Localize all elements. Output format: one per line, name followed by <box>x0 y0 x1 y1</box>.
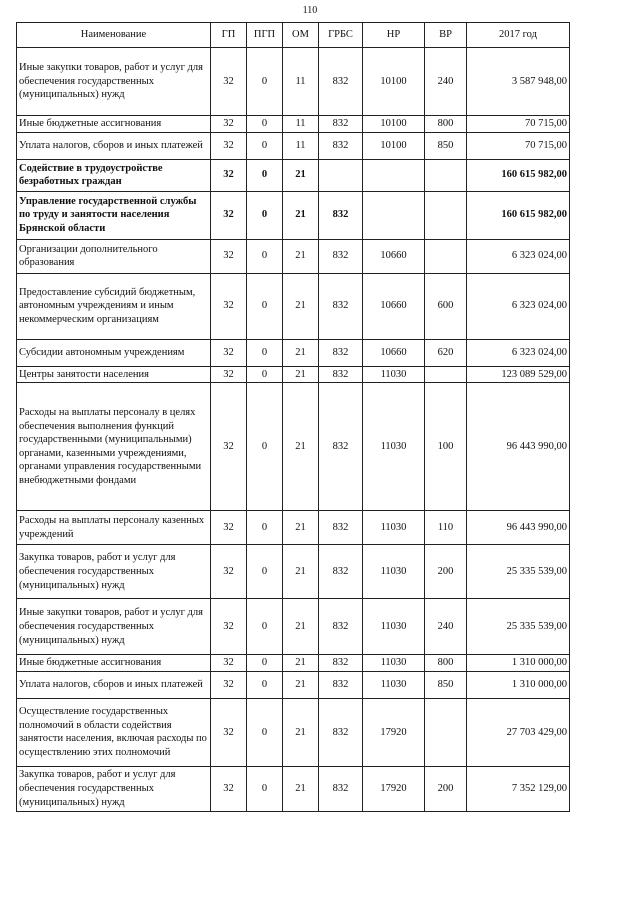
row-vr: 110 <box>425 511 467 545</box>
row-name: Осуществление государственных полномочий в области содействия занятости населения, включая расходы по осуществлению этих полномочий <box>17 698 211 766</box>
header-vr: ВР <box>425 23 467 48</box>
table-row <box>17 655 570 672</box>
header-name: Наименование <box>17 23 211 48</box>
row-om: 21 <box>283 511 319 545</box>
row-nr <box>363 191 425 239</box>
row-om: 21 <box>283 339 319 366</box>
row-gp: 32 <box>211 132 247 159</box>
row-nr: 17920 <box>363 766 425 811</box>
row-nr: 11030 <box>363 545 425 599</box>
row-sum: 6 323 024,00 <box>467 339 570 366</box>
table-row <box>17 132 570 159</box>
row-nr: 17920 <box>363 698 425 766</box>
row-vr: 620 <box>425 339 467 366</box>
row-sum: 3 587 948,00 <box>467 48 570 116</box>
row-sum: 6 323 024,00 <box>467 273 570 339</box>
row-gp: 32 <box>211 698 247 766</box>
row-vr: 240 <box>425 48 467 116</box>
row-name: Уплата налогов, сборов и иных платежей <box>17 671 211 698</box>
row-pgp: 0 <box>247 339 283 366</box>
row-nr: 10100 <box>363 48 425 116</box>
row-sum: 70 715,00 <box>467 132 570 159</box>
row-gp: 32 <box>211 383 247 511</box>
row-om: 21 <box>283 383 319 511</box>
row-pgp: 0 <box>247 655 283 672</box>
row-pgp: 0 <box>247 599 283 655</box>
row-nr: 11030 <box>363 655 425 672</box>
row-grbs: 832 <box>319 698 363 766</box>
row-name: Иные закупки товаров, работ и услуг для обеспечения государственных (муниципальных) нужд <box>17 599 211 655</box>
row-grbs: 832 <box>319 545 363 599</box>
header-om: ОМ <box>283 23 319 48</box>
row-nr: 11030 <box>363 599 425 655</box>
row-sum: 96 443 990,00 <box>467 511 570 545</box>
table-row <box>17 239 570 273</box>
table-row <box>17 545 570 599</box>
header-year: 2017 год <box>467 23 570 48</box>
row-nr <box>363 159 425 191</box>
row-vr: 240 <box>425 599 467 655</box>
row-nr: 10100 <box>363 132 425 159</box>
row-vr: 850 <box>425 132 467 159</box>
row-grbs: 832 <box>319 511 363 545</box>
row-vr: 200 <box>425 766 467 811</box>
row-name: Организации дополнительного образования <box>17 239 211 273</box>
row-pgp: 0 <box>247 273 283 339</box>
row-grbs: 832 <box>319 239 363 273</box>
row-pgp: 0 <box>247 159 283 191</box>
row-sum: 7 352 129,00 <box>467 766 570 811</box>
row-gp: 32 <box>211 48 247 116</box>
row-name: Расходы на выплаты персоналу казенных учреждений <box>17 511 211 545</box>
row-pgp: 0 <box>247 766 283 811</box>
row-vr: 850 <box>425 671 467 698</box>
row-grbs: 832 <box>319 339 363 366</box>
row-grbs: 832 <box>319 273 363 339</box>
row-name: Содействие в трудоустройстве безработных граждан <box>17 159 211 191</box>
row-grbs: 832 <box>319 48 363 116</box>
row-name: Управление государственной службы по труду и занятости населения Брянской области <box>17 191 211 239</box>
budget-table <box>16 22 570 812</box>
row-vr: 100 <box>425 383 467 511</box>
header-grbs: ГРБС <box>319 23 363 48</box>
row-pgp: 0 <box>247 48 283 116</box>
row-grbs <box>319 159 363 191</box>
row-om: 21 <box>283 671 319 698</box>
row-gp: 32 <box>211 273 247 339</box>
row-om: 21 <box>283 655 319 672</box>
table-body <box>17 48 570 812</box>
row-name: Иные закупки товаров, работ и услуг для обеспечения государственных (муниципальных) нужд <box>17 48 211 116</box>
row-vr: 600 <box>425 273 467 339</box>
row-om: 21 <box>283 239 319 273</box>
row-name: Иные бюджетные ассигнования <box>17 116 211 133</box>
row-sum: 6 323 024,00 <box>467 239 570 273</box>
row-sum: 25 335 539,00 <box>467 599 570 655</box>
row-pgp: 0 <box>247 132 283 159</box>
header-nr: НР <box>363 23 425 48</box>
row-grbs: 832 <box>319 383 363 511</box>
row-gp: 32 <box>211 116 247 133</box>
row-gp: 32 <box>211 655 247 672</box>
row-om: 11 <box>283 132 319 159</box>
row-sum: 160 615 982,00 <box>467 159 570 191</box>
row-sum: 1 310 000,00 <box>467 671 570 698</box>
row-gp: 32 <box>211 599 247 655</box>
table-row <box>17 339 570 366</box>
row-pgp: 0 <box>247 511 283 545</box>
row-vr <box>425 191 467 239</box>
row-vr: 800 <box>425 655 467 672</box>
row-nr: 10100 <box>363 116 425 133</box>
row-nr: 11030 <box>363 383 425 511</box>
table-row <box>17 48 570 116</box>
table-row <box>17 159 570 191</box>
table-row <box>17 366 570 383</box>
row-name: Субсидии автономным учреждениям <box>17 339 211 366</box>
row-name: Иные бюджетные ассигнования <box>17 655 211 672</box>
row-gp: 32 <box>211 766 247 811</box>
row-vr <box>425 366 467 383</box>
row-grbs: 832 <box>319 766 363 811</box>
row-grbs: 832 <box>319 655 363 672</box>
row-gp: 32 <box>211 191 247 239</box>
row-sum: 123 089 529,00 <box>467 366 570 383</box>
table-row <box>17 766 570 811</box>
row-grbs: 832 <box>319 132 363 159</box>
row-om: 21 <box>283 599 319 655</box>
row-sum: 25 335 539,00 <box>467 545 570 599</box>
row-pgp: 0 <box>247 239 283 273</box>
row-nr: 10660 <box>363 239 425 273</box>
row-om: 11 <box>283 116 319 133</box>
row-om: 21 <box>283 545 319 599</box>
row-name: Закупка товаров, работ и услуг для обеспечения государственных (муниципальных) нужд <box>17 545 211 599</box>
row-sum: 96 443 990,00 <box>467 383 570 511</box>
row-om: 21 <box>283 191 319 239</box>
row-pgp: 0 <box>247 116 283 133</box>
header-pgp: ПГП <box>247 23 283 48</box>
row-grbs: 832 <box>319 671 363 698</box>
row-vr: 200 <box>425 545 467 599</box>
row-nr: 10660 <box>363 339 425 366</box>
row-pgp: 0 <box>247 366 283 383</box>
table-row <box>17 671 570 698</box>
table-row <box>17 511 570 545</box>
row-nr: 10660 <box>363 273 425 339</box>
row-gp: 32 <box>211 366 247 383</box>
table-row <box>17 273 570 339</box>
row-om: 21 <box>283 159 319 191</box>
row-nr: 11030 <box>363 671 425 698</box>
row-name: Уплата налогов, сборов и иных платежей <box>17 132 211 159</box>
row-sum: 27 703 429,00 <box>467 698 570 766</box>
row-om: 11 <box>283 48 319 116</box>
table-row <box>17 383 570 511</box>
table-row <box>17 116 570 133</box>
row-sum: 70 715,00 <box>467 116 570 133</box>
row-pgp: 0 <box>247 671 283 698</box>
table-row <box>17 599 570 655</box>
row-name: Центры занятости населения <box>17 366 211 383</box>
row-nr: 11030 <box>363 511 425 545</box>
row-om: 21 <box>283 366 319 383</box>
row-sum: 1 310 000,00 <box>467 655 570 672</box>
row-vr: 800 <box>425 116 467 133</box>
row-vr <box>425 239 467 273</box>
row-gp: 32 <box>211 239 247 273</box>
row-gp: 32 <box>211 339 247 366</box>
row-name: Закупка товаров, работ и услуг для обеспечения государственных (муниципальных) нужд <box>17 766 211 811</box>
row-grbs: 832 <box>319 191 363 239</box>
row-sum: 160 615 982,00 <box>467 191 570 239</box>
row-om: 21 <box>283 273 319 339</box>
row-pgp: 0 <box>247 545 283 599</box>
row-gp: 32 <box>211 511 247 545</box>
row-grbs: 832 <box>319 599 363 655</box>
row-pgp: 0 <box>247 191 283 239</box>
row-pgp: 0 <box>247 383 283 511</box>
row-pgp: 0 <box>247 698 283 766</box>
row-nr: 11030 <box>363 366 425 383</box>
row-gp: 32 <box>211 545 247 599</box>
row-grbs: 832 <box>319 116 363 133</box>
row-vr <box>425 159 467 191</box>
row-grbs: 832 <box>319 366 363 383</box>
table-header-row <box>17 23 570 48</box>
row-gp: 32 <box>211 159 247 191</box>
row-name: Предоставление субсидий бюджетным, автономным учреждениям и иным некоммерческим организациям <box>17 273 211 339</box>
row-name: Расходы на выплаты персоналу в целях обеспечения выполнения функций государственными (муниципальными) органами, казенными учреждениями, органами управления государственными внебюджетными фондами <box>17 383 211 511</box>
page-number: 110 <box>302 5 318 16</box>
row-vr <box>425 698 467 766</box>
table-row <box>17 191 570 239</box>
row-om: 21 <box>283 766 319 811</box>
table-row <box>17 698 570 766</box>
row-om: 21 <box>283 698 319 766</box>
row-gp: 32 <box>211 671 247 698</box>
header-gp: ГП <box>211 23 247 48</box>
